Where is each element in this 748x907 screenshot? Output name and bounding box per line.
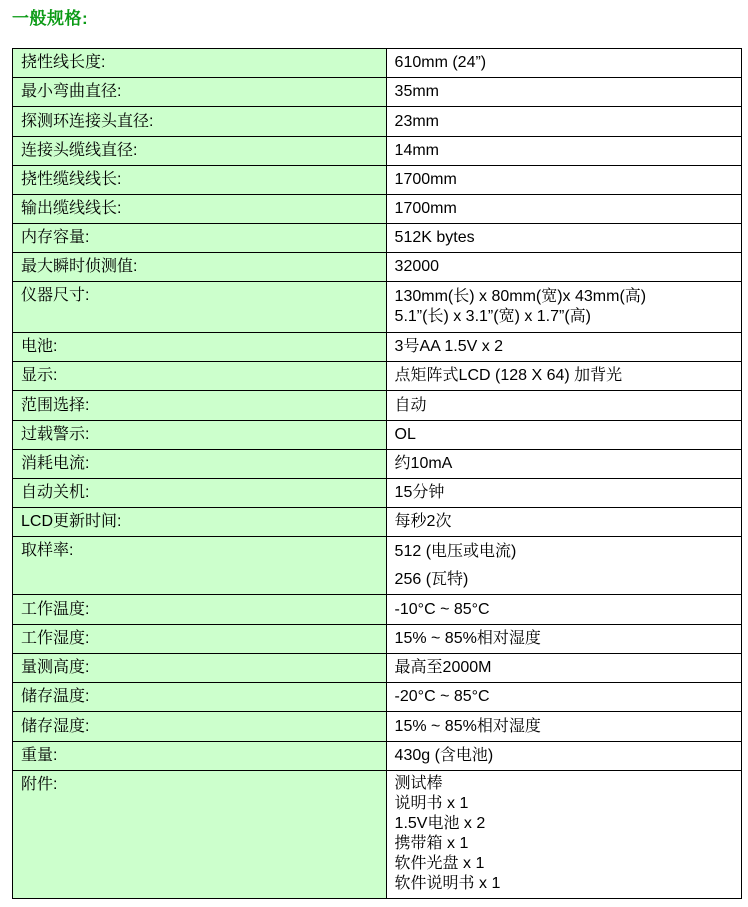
- spec-label: 附件:: [13, 771, 387, 899]
- spec-value-line: 35mm: [394, 83, 439, 100]
- spec-row: [13, 683, 742, 712]
- page-title: 一般规格:: [12, 9, 89, 28]
- spec-row: [13, 49, 742, 78]
- spec-value-line: 15% ~ 85%相对湿度: [394, 717, 541, 735]
- spec-label: 取样率:: [13, 537, 387, 595]
- spec-value: [386, 537, 741, 595]
- spec-table: [12, 48, 742, 899]
- spec-value-line: 5.1”(长) x 3.1”(宽) x 1.7”(高): [394, 308, 592, 325]
- spec-value: [386, 712, 741, 742]
- spec-label: 消耗电流:: [13, 450, 387, 479]
- spec-row: [13, 107, 742, 137]
- spec-value-line: 最高至2000M: [394, 659, 492, 676]
- spec-value: [386, 253, 741, 282]
- spec-row: [13, 166, 742, 195]
- spec-value-line: 每秒2次: [394, 513, 452, 530]
- spec-value: [386, 450, 741, 479]
- spec-value: [386, 683, 741, 712]
- spec-label: 储存湿度:: [13, 712, 387, 742]
- spec-value-line: 610mm (24”): [394, 54, 487, 71]
- spec-label: 重量:: [13, 742, 387, 771]
- spec-value: [386, 625, 741, 654]
- spec-row: [13, 654, 742, 683]
- spec-value-line: 约10mA: [394, 455, 453, 472]
- spec-row: [13, 537, 742, 595]
- spec-value-line: 点矩阵式LCD (128 X 64) 加背光: [394, 367, 623, 384]
- spec-value-line: 130mm(长) x 80mm(宽)x 43mm(高): [394, 288, 647, 305]
- spec-value-line: 430g (含电池): [394, 747, 494, 764]
- spec-row: [13, 742, 742, 771]
- spec-label: 内存容量:: [13, 224, 387, 253]
- spec-value: [386, 479, 741, 508]
- spec-value: [386, 654, 741, 683]
- spec-row: [13, 712, 742, 742]
- spec-value-line: 15分钟: [394, 484, 445, 501]
- spec-value-line: 携带箱 x 1: [394, 835, 469, 852]
- spec-value-line: 32000: [394, 258, 440, 275]
- spec-label: 仪器尺寸:: [13, 282, 387, 333]
- spec-row: [13, 421, 742, 450]
- spec-row: [13, 391, 742, 421]
- spec-row: [13, 137, 742, 166]
- spec-row: [13, 450, 742, 479]
- spec-value: [386, 421, 741, 450]
- spec-row: [13, 595, 742, 625]
- spec-value-line: 512 (电压或电流): [394, 542, 517, 560]
- spec-value-line: 1700mm: [394, 171, 457, 188]
- spec-label: 连接头缆线直径:: [13, 137, 387, 166]
- spec-value-line: 说明书 x 1: [394, 795, 469, 812]
- spec-value-line: OL: [394, 426, 416, 443]
- spec-value: [386, 595, 741, 625]
- spec-row: [13, 508, 742, 537]
- spec-row: [13, 195, 742, 224]
- spec-row: [13, 771, 742, 899]
- spec-label: 挠性缆线线长:: [13, 166, 387, 195]
- spec-value: [386, 224, 741, 253]
- spec-label: 最大瞬时侦测值:: [13, 253, 387, 282]
- spec-value-line: 14mm: [394, 142, 439, 159]
- spec-value-line: 软件说明书 x 1: [394, 875, 501, 892]
- spec-label: 工作湿度:: [13, 625, 387, 654]
- spec-value: [386, 78, 741, 107]
- spec-row: [13, 625, 742, 654]
- spec-row: [13, 282, 742, 333]
- spec-value-line: 512K bytes: [394, 229, 475, 246]
- spec-label: 范围选择:: [13, 391, 387, 421]
- spec-value-line: 256 (瓦特): [394, 570, 469, 588]
- spec-value-line: 1.5V电池 x 2: [394, 815, 486, 832]
- spec-value: [386, 107, 741, 137]
- spec-value: [386, 742, 741, 771]
- spec-value: [386, 137, 741, 166]
- spec-value-line: 测试棒: [394, 775, 443, 792]
- spec-label: 过载警示:: [13, 421, 387, 450]
- spec-value-line: 1700mm: [394, 200, 457, 217]
- spec-row: [13, 253, 742, 282]
- spec-value: [386, 333, 741, 362]
- spec-value: [386, 362, 741, 391]
- spec-row: [13, 78, 742, 107]
- spec-label: 探测环连接头直径:: [13, 107, 387, 137]
- spec-label: 最小弯曲直径:: [13, 78, 387, 107]
- spec-value-line: 自动: [394, 396, 427, 414]
- spec-label: LCD更新时间:: [13, 508, 387, 537]
- spec-label: 工作温度:: [13, 595, 387, 625]
- spec-table-body: [13, 49, 742, 899]
- spec-value: [386, 166, 741, 195]
- spec-label: 自动关机:: [13, 479, 387, 508]
- spec-value-line: 3号AA 1.5V x 2: [394, 338, 504, 355]
- spec-value-line: -10°C ~ 85°C: [394, 600, 490, 618]
- spec-value-line: 23mm: [394, 112, 439, 130]
- spec-value-line: 软件光盘 x 1: [394, 855, 485, 872]
- spec-row: [13, 224, 742, 253]
- spec-value: [386, 195, 741, 224]
- spec-row: [13, 333, 742, 362]
- spec-label: 显示:: [13, 362, 387, 391]
- spec-value: [386, 282, 741, 333]
- spec-row: [13, 362, 742, 391]
- spec-label: 挠性线长度:: [13, 49, 387, 78]
- spec-row: [13, 479, 742, 508]
- spec-value: [386, 508, 741, 537]
- spec-label: 量测高度:: [13, 654, 387, 683]
- spec-value: [386, 391, 741, 421]
- spec-value: [386, 771, 741, 899]
- spec-value: [386, 49, 741, 78]
- spec-label: 电池:: [13, 333, 387, 362]
- spec-value-line: 15% ~ 85%相对湿度: [394, 630, 541, 647]
- spec-label: 输出缆线线长:: [13, 195, 387, 224]
- spec-label: 储存温度:: [13, 683, 387, 712]
- spec-value-line: -20°C ~ 85°C: [394, 688, 490, 705]
